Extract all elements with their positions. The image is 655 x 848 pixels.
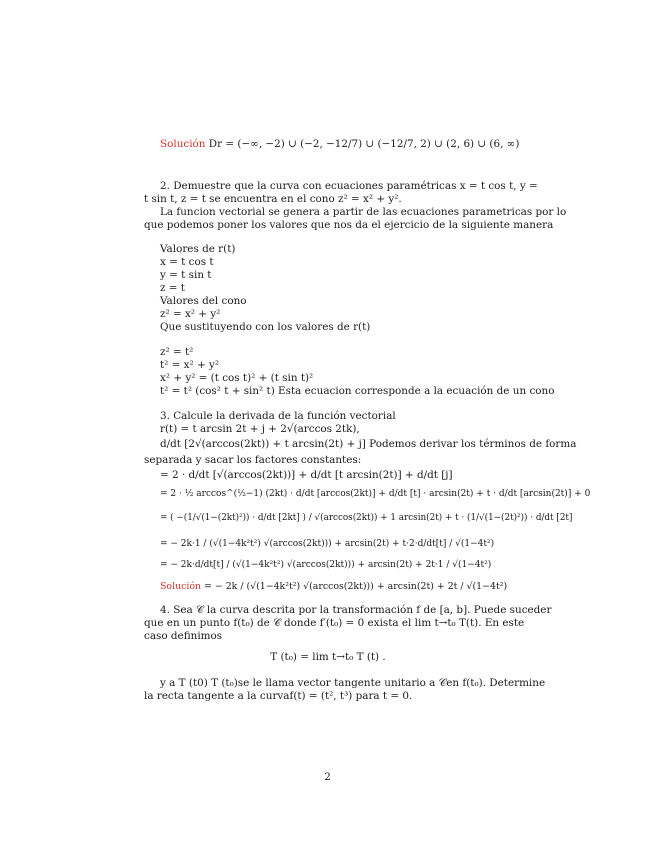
eq-x: x = t cos t xyxy=(160,256,214,268)
solution3-line xyxy=(160,580,507,593)
solution3-label: Solución xyxy=(160,581,202,592)
problem3-title: 3. Calcule la derivada de la función vectorial xyxy=(160,410,396,422)
eq-conclusion: t² = t² (cos² t + sin² t) Esta ecuacion corresponde a la ecuación de un cono xyxy=(160,385,555,397)
problem4-line5: la recta tangente a la curvaf(t) = (t², t³) para t = 0. xyxy=(144,690,413,702)
solution1-line xyxy=(160,138,519,151)
problem2-line4: que podemos poner los valores que nos da el ejercicio de la siguiente manera xyxy=(144,219,554,231)
solution3-math: = − 2k / (√(1−4k²t²) √(arccos(2kt))) + arcsin(2t) + 2t / √(1−4t²) xyxy=(204,581,508,592)
problem4-line3: caso definimos xyxy=(144,630,223,642)
eq-z: z = t xyxy=(160,282,185,294)
eq-cone: z² = x² + y² xyxy=(160,308,221,320)
problem3-function: r(t) = t arcsin 2t + j + 2√(arccos 2tk), xyxy=(160,423,360,435)
substitution-text: Que sustituyendo con los valores de r(t) xyxy=(160,321,371,333)
step2: = 2 · ½ arccos^(½−1) (2kt) · d/dt [arccos(2kt)] + d/dt [t] · arcsin(2t) + t · d/dt [arcsin(2t)] + 0 xyxy=(160,489,591,499)
step4: = − 2k·1 / (√(1−4k²t²) √(arccos(2kt))) + arcsin(2t) + t·2·d/dt[t] / √(1−4t²) xyxy=(160,539,495,549)
problem3-derivative-intro: d/dt [2√(arccos(2kt)) + t arcsin(2t) + j] Podemos derivar los términos de forma xyxy=(160,438,577,450)
step3: = ( −(1/√(1−(2kt)²)) · d/dt [2kt] ) / √(arccos(2kt)) + 1 arcsin(2t) + t · (1/√(1−(2t)²)) · d/dt [2t] xyxy=(160,513,573,523)
page-number: 2 xyxy=(324,771,331,783)
problem2-line1: 2. Demuestre que la curva con ecuaciones paramétricas x = t cos t, y = xyxy=(160,180,538,192)
solution-label: Solución xyxy=(160,138,206,150)
values-cone-heading: Valores del cono xyxy=(160,295,247,307)
problem2-line3: La funcion vectorial se genera a partir de las ecuaciones parametricas por lo xyxy=(160,206,567,218)
eq-z2: z² = t² xyxy=(160,346,194,358)
solution1-math: Dr = (−∞, −2) ∪ (−2, −12/7) ∪ (−12/7, 2) ∪ (2, 6) ∪ (6, ∞) xyxy=(208,138,520,150)
eq-sum: x² + y² = (t cos t)² + (t sin t)² xyxy=(160,372,314,384)
problem2-line2: t sin t, z = t se encuentra en el cono z² = x² + y². xyxy=(144,193,402,205)
values-r-heading: Valores de r(t) xyxy=(160,243,236,255)
problem3-separate: separada y sacar los factores constantes: xyxy=(144,454,362,466)
problem4-line4: y a T (t0) T (t₀)se le llama vector tangente unitario a 𝒞en f(t₀). Determine xyxy=(160,677,546,689)
step1: = 2 · d/dt [√(arccos(2kt))] + d/dt [t arcsin(2t)] + d/dt [j] xyxy=(160,469,453,481)
step5: = − 2k·d/dt[t] / (√(1−4k²t²) √(arccos(2kt))) + arcsin(2t) + 2t·1 / √(1−4t²) xyxy=(160,560,492,570)
problem4-line2: que en un punto f(t₀) de 𝒞 donde f′(t₀) = 0 exista el lim t→t₀ T(t). En este xyxy=(144,617,525,629)
problem4-display-equation: T (t₀) = lim t→t₀ T (t) . xyxy=(270,651,386,663)
eq-y: y = t sin t xyxy=(160,269,212,281)
eq-t2: t² = x² + y² xyxy=(160,359,220,371)
problem4-line1: 4. Sea 𝒞 la curva descrita por la transformación f de [a, b]. Puede suceder xyxy=(160,604,552,616)
